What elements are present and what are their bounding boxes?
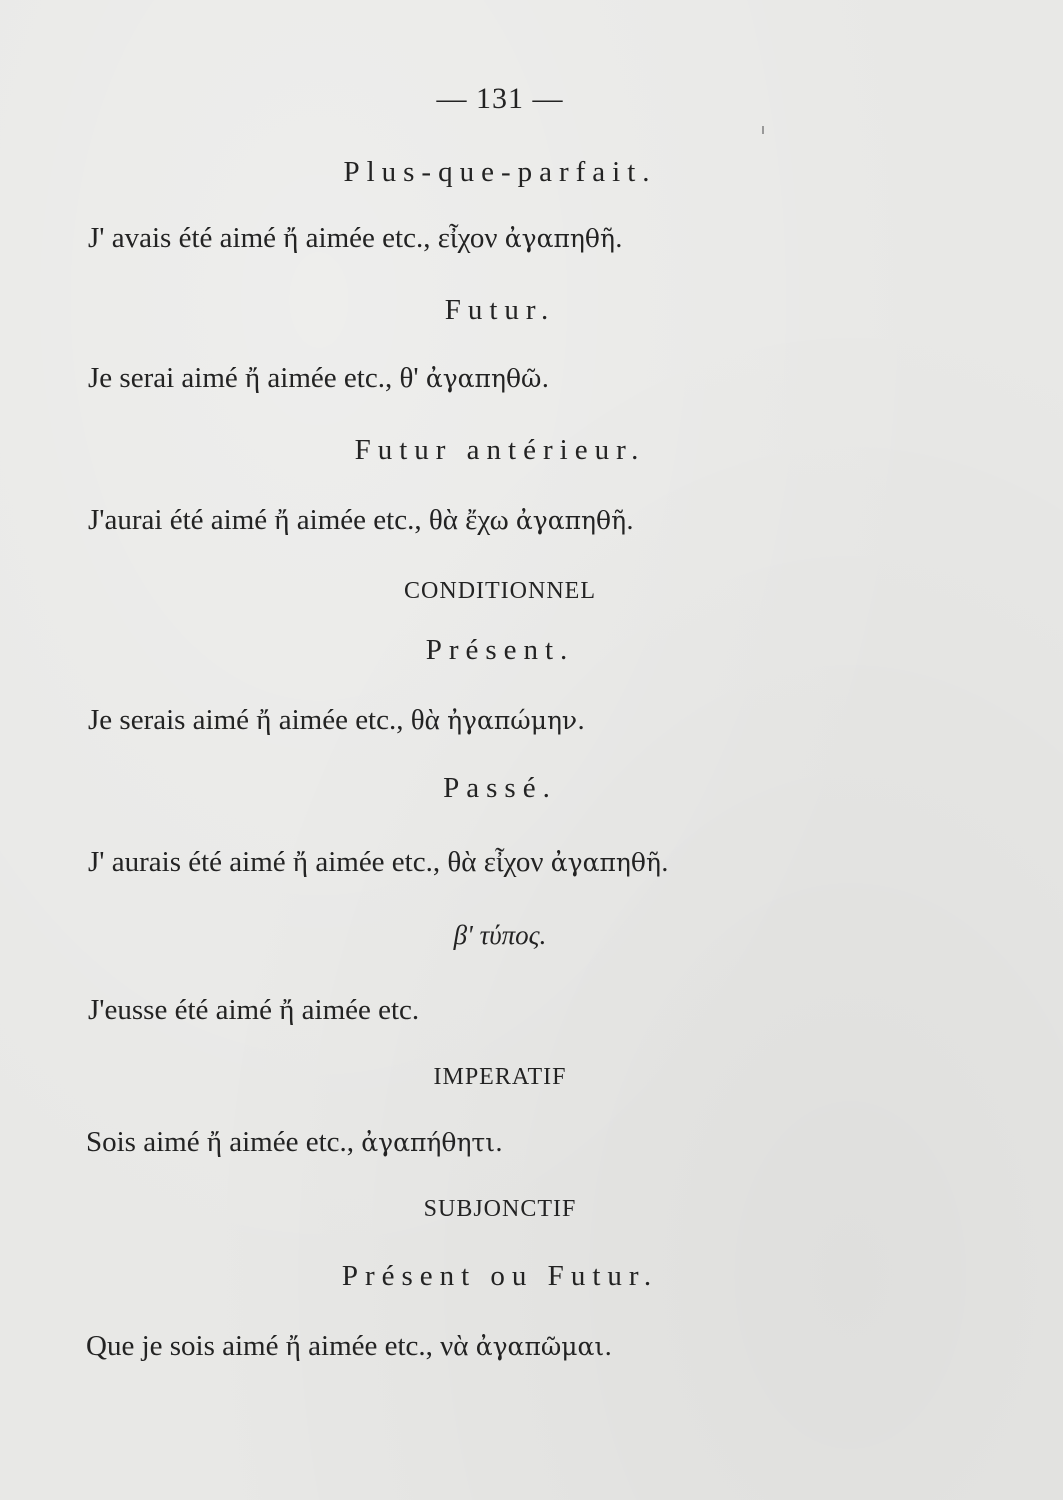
mood-heading-imperatif: IMPERATIF bbox=[433, 1064, 567, 1090]
tense-heading-present-ou-futur: Présent ou Futur. bbox=[341, 1260, 659, 1292]
tense-heading-passe: Passé. bbox=[443, 772, 557, 804]
conjugation-line-futur bbox=[88, 362, 549, 395]
page-number: — 131 — bbox=[436, 82, 564, 115]
tense-heading-futur: Futur. bbox=[444, 294, 556, 326]
greek-form: ἠγαπώμην. bbox=[447, 706, 586, 735]
conjugation-line-second-type: J'eusse été aimé ἤ aimée etc. bbox=[88, 994, 420, 1026]
tense-heading-plus-que-parfait: Plus-que-parfait. bbox=[343, 156, 657, 188]
conjugation-text: J'aurai été aimé ἤ aimée etc., θὰ ἔχω bbox=[88, 504, 509, 536]
type-subheading: β' τύπος. bbox=[453, 920, 547, 950]
conjugation-line-present bbox=[88, 704, 585, 737]
conjugation-text: J' avais été aimé ἤ aimée etc., εἶχον bbox=[88, 222, 498, 254]
tense-heading-present: Présent. bbox=[425, 634, 575, 666]
conjugation-text: Que je sois aimé ἤ aimée etc., νὰ bbox=[86, 1330, 469, 1362]
conjugation-text: J' aurais été aimé ἤ aimée etc., θὰ εἶχον bbox=[88, 846, 544, 878]
conjugation-line-futur-anterieur bbox=[88, 504, 634, 537]
mood-heading-conditionnel: CONDITIONNEL bbox=[404, 578, 596, 604]
mood-heading-subjonctif: SUBJONCTIF bbox=[423, 1196, 577, 1222]
print-mark bbox=[762, 126, 764, 134]
conjugation-text: Je serai aimé ἤ aimée etc., θ' bbox=[88, 362, 419, 394]
greek-form: ἀγαπηθῆ. bbox=[515, 506, 634, 535]
conjugation-text: Sois aimé ἤ aimée etc., bbox=[86, 1126, 355, 1158]
greek-form: ἀγαπηθῆ. bbox=[504, 224, 623, 253]
greek-form: ἀγαπηθῆ. bbox=[550, 848, 669, 877]
greek-form: ἀγαπῶμαι. bbox=[475, 1332, 613, 1361]
greek-form: ἀγαπήθητι. bbox=[361, 1128, 504, 1157]
conjugation-line-plus-que-parfait bbox=[88, 222, 623, 255]
conjugation-line-imperatif bbox=[86, 1126, 503, 1159]
conjugation-line-subjonctif bbox=[86, 1330, 612, 1363]
tense-heading-futur-anterieur: Futur antérieur. bbox=[354, 434, 646, 466]
greek-form: ἀγαπηθῶ. bbox=[425, 364, 550, 393]
conjugation-text: Je serais aimé ἤ aimée etc., θὰ bbox=[88, 704, 440, 736]
conjugation-line-passe bbox=[88, 846, 669, 879]
